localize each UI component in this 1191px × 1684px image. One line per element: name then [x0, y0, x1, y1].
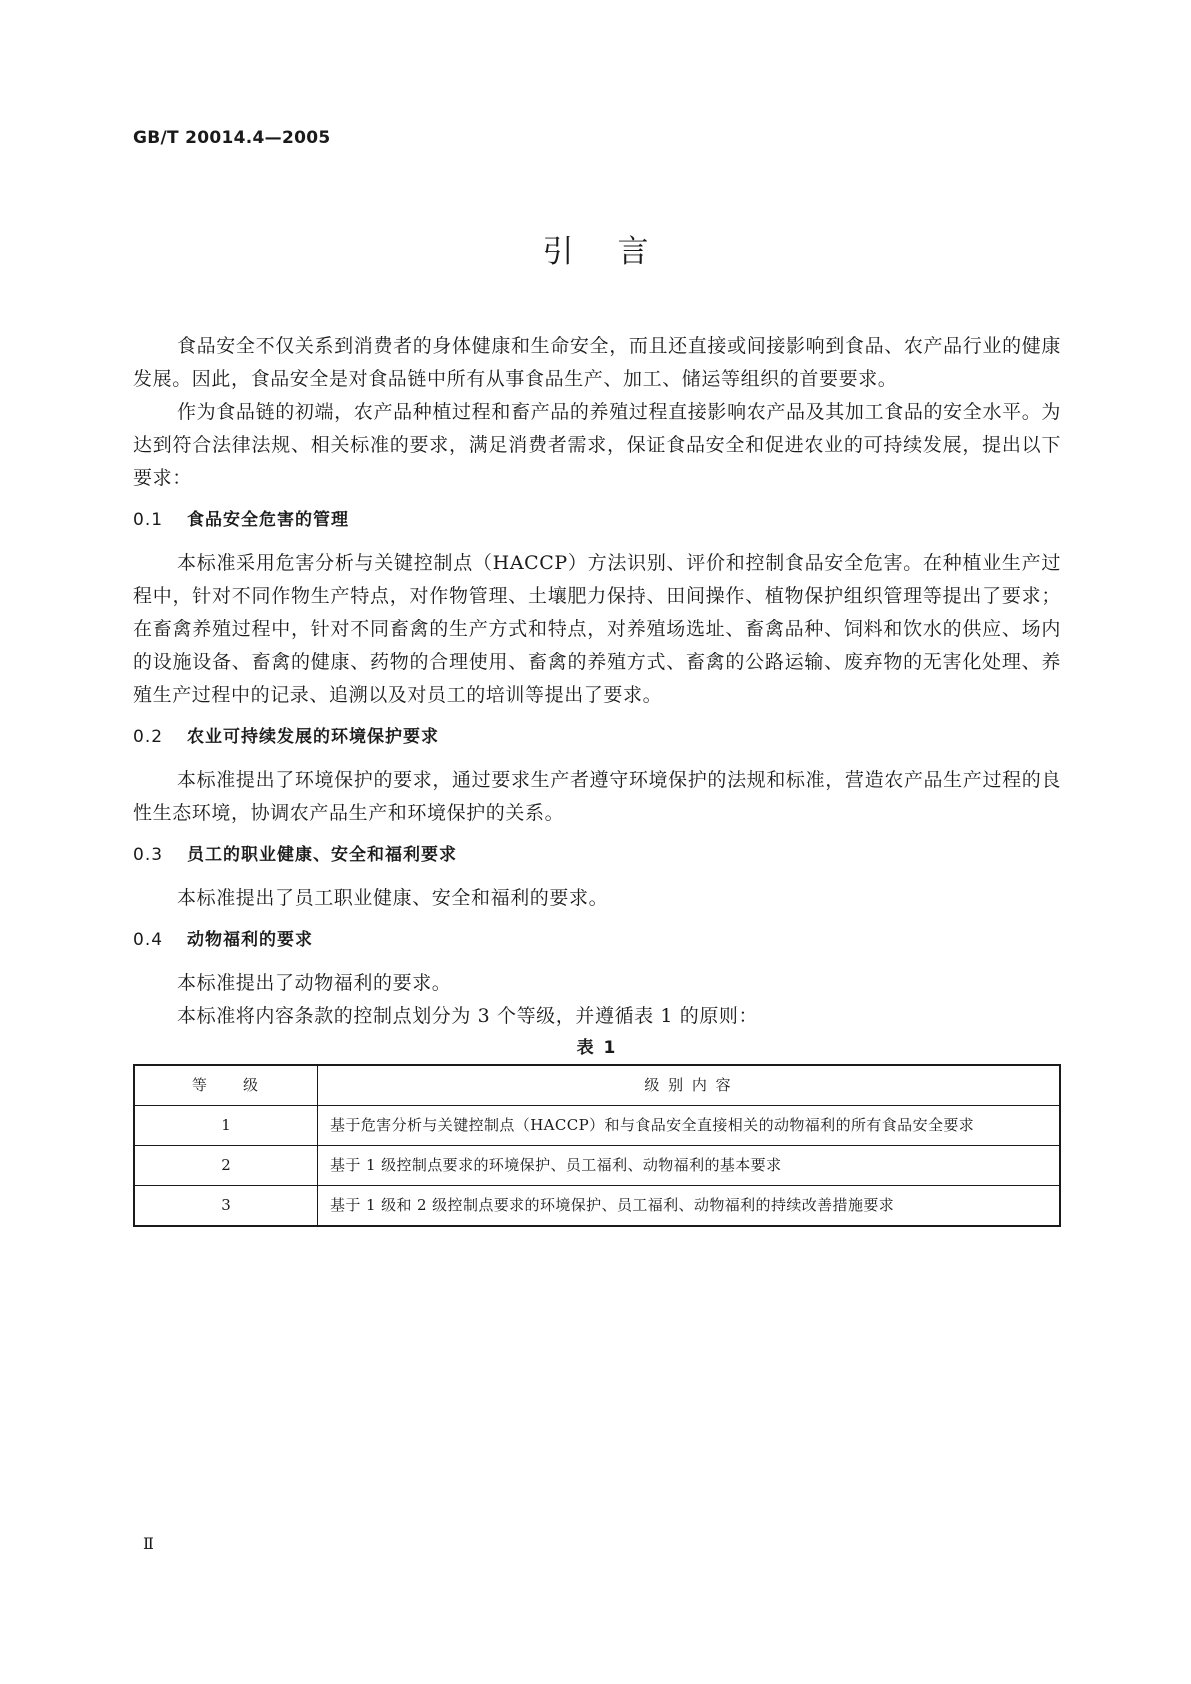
intro-paragraph-2: 作为食品链的初端，农产品种植过程和畜产品的养殖过程直接影响农产品及其加工食品的安全水平。为达到符合法律法规、相关标准的要求，满足消费者需求，保证食品安全和促进农业的可持续发展，提出以下要求：	[133, 401, 1061, 489]
table-header-row	[134, 1065, 1060, 1106]
section-number: 0.3	[133, 845, 164, 865]
section-number: 0.2	[133, 727, 164, 747]
section-body-0-4-b: 本标准将内容条款的控制点划分为 3 个等级，并遵循表 1 的原则：	[177, 1005, 759, 1027]
table-cell-content: 基于 1 级控制点要求的环境保护、员工福利、动物福利的基本要求	[318, 1146, 1061, 1186]
table-header-level: 等 级	[134, 1065, 318, 1106]
standard-code: GB/T 20014.4—2005	[133, 128, 331, 148]
section-heading-0-4	[133, 924, 1061, 957]
section-number: 0.4	[133, 930, 164, 950]
section-body-0-2: 本标准提出了环境保护的要求，通过要求生产者遵守环境保护的法规和标准，营造农产品生产过程的良性生态环境，协调农产品生产和环境保护的关系。	[133, 769, 1061, 824]
section-title: 员工的职业健康、安全和福利要求	[187, 845, 457, 865]
page-number: Ⅱ	[143, 1534, 154, 1553]
table-row	[134, 1186, 1060, 1227]
section-title: 动物福利的要求	[187, 930, 313, 950]
table-header-content: 级 别 内 容	[318, 1065, 1061, 1106]
table-cell-level: 1	[134, 1106, 318, 1146]
intro-paragraph-1: 食品安全不仅关系到消费者的身体健康和生命安全，而且还直接或间接影响到食品、农产品行业的健康发展。因此，食品安全是对食品链中所有从事食品生产、加工、储运等组织的首要要求。	[133, 335, 1061, 390]
grade-table	[133, 1064, 1061, 1227]
page-title: 引言	[542, 234, 693, 270]
table-cell-content: 基于 1 级和 2 级控制点要求的环境保护、员工福利、动物福利的持续改善措施要求	[318, 1186, 1061, 1227]
table-row	[134, 1146, 1060, 1186]
document-body	[133, 330, 1061, 1227]
table-cell-level: 2	[134, 1146, 318, 1186]
section-heading-0-1	[133, 504, 1061, 537]
section-body-0-4: 本标准提出了动物福利的要求。	[177, 972, 452, 994]
section-number: 0.1	[133, 510, 164, 530]
section-heading-0-2	[133, 721, 1061, 754]
table-caption: 表 1	[576, 1038, 618, 1058]
section-heading-0-3	[133, 839, 1061, 872]
section-title: 农业可持续发展的环境保护要求	[187, 727, 439, 747]
table-row	[134, 1106, 1060, 1146]
table-cell-level: 3	[134, 1186, 318, 1227]
table-cell-content: 基于危害分析与关键控制点（HACCP）和与食品安全直接相关的动物福利的所有食品安全要求	[318, 1106, 1061, 1146]
section-body-0-3: 本标准提出了员工职业健康、安全和福利的要求。	[177, 887, 609, 909]
section-title: 食品安全危害的管理	[187, 510, 349, 530]
section-body-0-1: 本标准采用危害分析与关键控制点（HACCP）方法识别、评价和控制食品安全危害。在种植业生产过程中，针对不同作物生产特点，对作物管理、土壤肥力保持、田间操作、植物保护组织管理等提出了要求；在畜禽养殖过程中，针对不同畜禽的生产方式和特点，对养殖场选址、畜禽品种、饲料和饮水的供应、场内的设施设备、畜禽的健康、药物的合理使用、畜禽的养殖方式、畜禽的公路运输、废弃物的无害化处理、养殖生产过程中的记录、追溯以及对员工的培训等提出了要求。	[133, 552, 1061, 706]
